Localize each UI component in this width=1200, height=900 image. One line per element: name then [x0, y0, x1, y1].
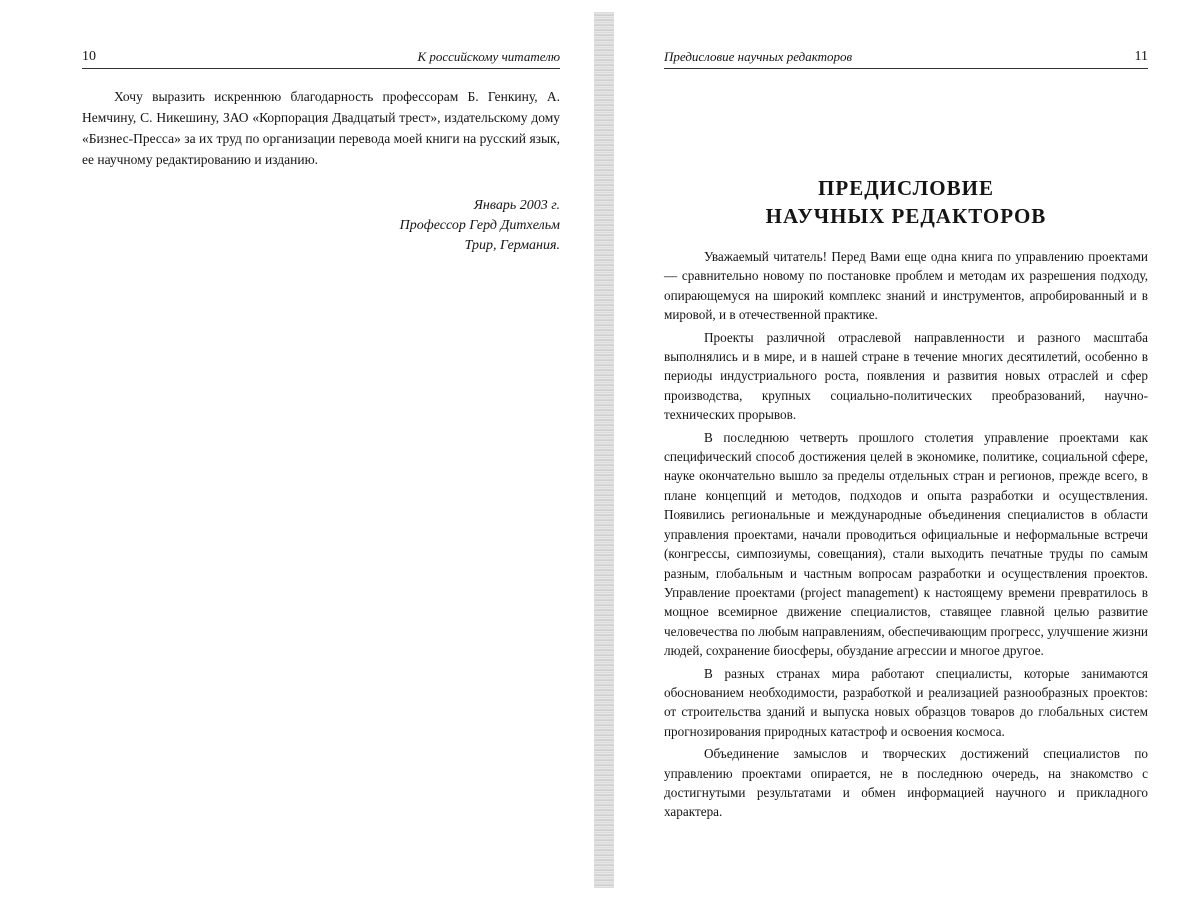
preface-paragraph: В разных странах мира работают специалисты, которые занимаются обоснованием необходимости, разработкой и реализацией разнообразных проектов: от строительства зданий и выпуска новых образцов товаров до глобальных систем прогнозирования природных катастроф и освоения космоса.: [664, 665, 1148, 739]
right-running-head: Предисловие научных редакторов: [664, 49, 853, 64]
acknowledgement-paragraph: Хочу выразить искреннюю благодарность профессорам Б. Генкину, А. Немчину, С. Никешину, ЗАО «Корпорация Двадцатый трест», издательскому дому «Бизнес-Пресса» за их труд по организации перевода моей книги на русский язык, ее научному редактированию и изданию.: [82, 89, 560, 167]
right-running-header: [664, 44, 1148, 69]
right-page-number: 11: [1134, 49, 1148, 64]
right-page: [630, 0, 1200, 900]
book-spine-gutter: [594, 12, 614, 888]
left-running-head: К российскому читателю: [417, 49, 560, 64]
section-title-line-2: НАУЧНЫХ РЕДАКТОРОВ: [765, 204, 1047, 228]
left-page: [0, 0, 590, 900]
left-running-header: [82, 44, 560, 69]
preface-paragraph: Уважаемый читатель! Перед Вами еще одна книга по управлению проектами — сравнительно новому по постановке проблем и методам их разрешения подходу, опирающемуся на широкий комплекс знаний и инструментов, апробированный и в мировой, и в отечественной практике.: [664, 249, 1148, 323]
preface-paragraph: Проекты различной отраслевой направленности и разного масштаба выполнялись и в мире, и в нашей стране в течение многих десятилетий, особенно в периоды индустриального роста, появления и развития новых отраслей и сфер производства, крупных социально-политических преобразований, научно-технических прорывов.: [664, 329, 1148, 423]
preface-paragraph: Объединение замыслов и творческих достижений специалистов по управлению проектами опирается, не в последнюю очередь, на знакомство с достигнутыми результатами и обмен информацией научного и прикладного характера.: [664, 746, 1148, 820]
section-title: [664, 174, 1148, 230]
signature-name: Профессор Герд Дитхельм: [399, 218, 560, 233]
signature-block: [82, 196, 560, 256]
left-page-number: 10: [82, 49, 96, 64]
signature-place: Трир, Германия.: [464, 238, 560, 253]
section-title-line-1: ПРЕДИСЛОВИЕ: [818, 176, 994, 200]
preface-body: [664, 247, 1148, 825]
preface-paragraph: В последнюю четверть прошлого столетия управление проектами как специфический способ достижения целей в экономике, политике, социальной сфере, науке окончательно вышло за пределы отдельных стран и регионов, прежде всего, в плане концепций и методов, подходов и опыта разработки и осуществления. Появились региональные и международные объединения специалистов в области управления проектами, начали проводиться официальные и неформальные встречи (конгрессы, симпозиумы, совещания), стали выходить печатные труды по самым разным, глобальным и частным вопросам разработки и осуществления проектов. Управление проектами (project management) к настоящему времени превратилось в мощное всемирное движение специалистов, ставящее главной целью развитие человечества по любым направлениям, обеспечивающим прогресс, улучшение жизни людей, сохранение биосферы, обуздание агрессии и многое другое.: [664, 429, 1148, 659]
signature-date: Январь 2003 г.: [473, 198, 560, 213]
